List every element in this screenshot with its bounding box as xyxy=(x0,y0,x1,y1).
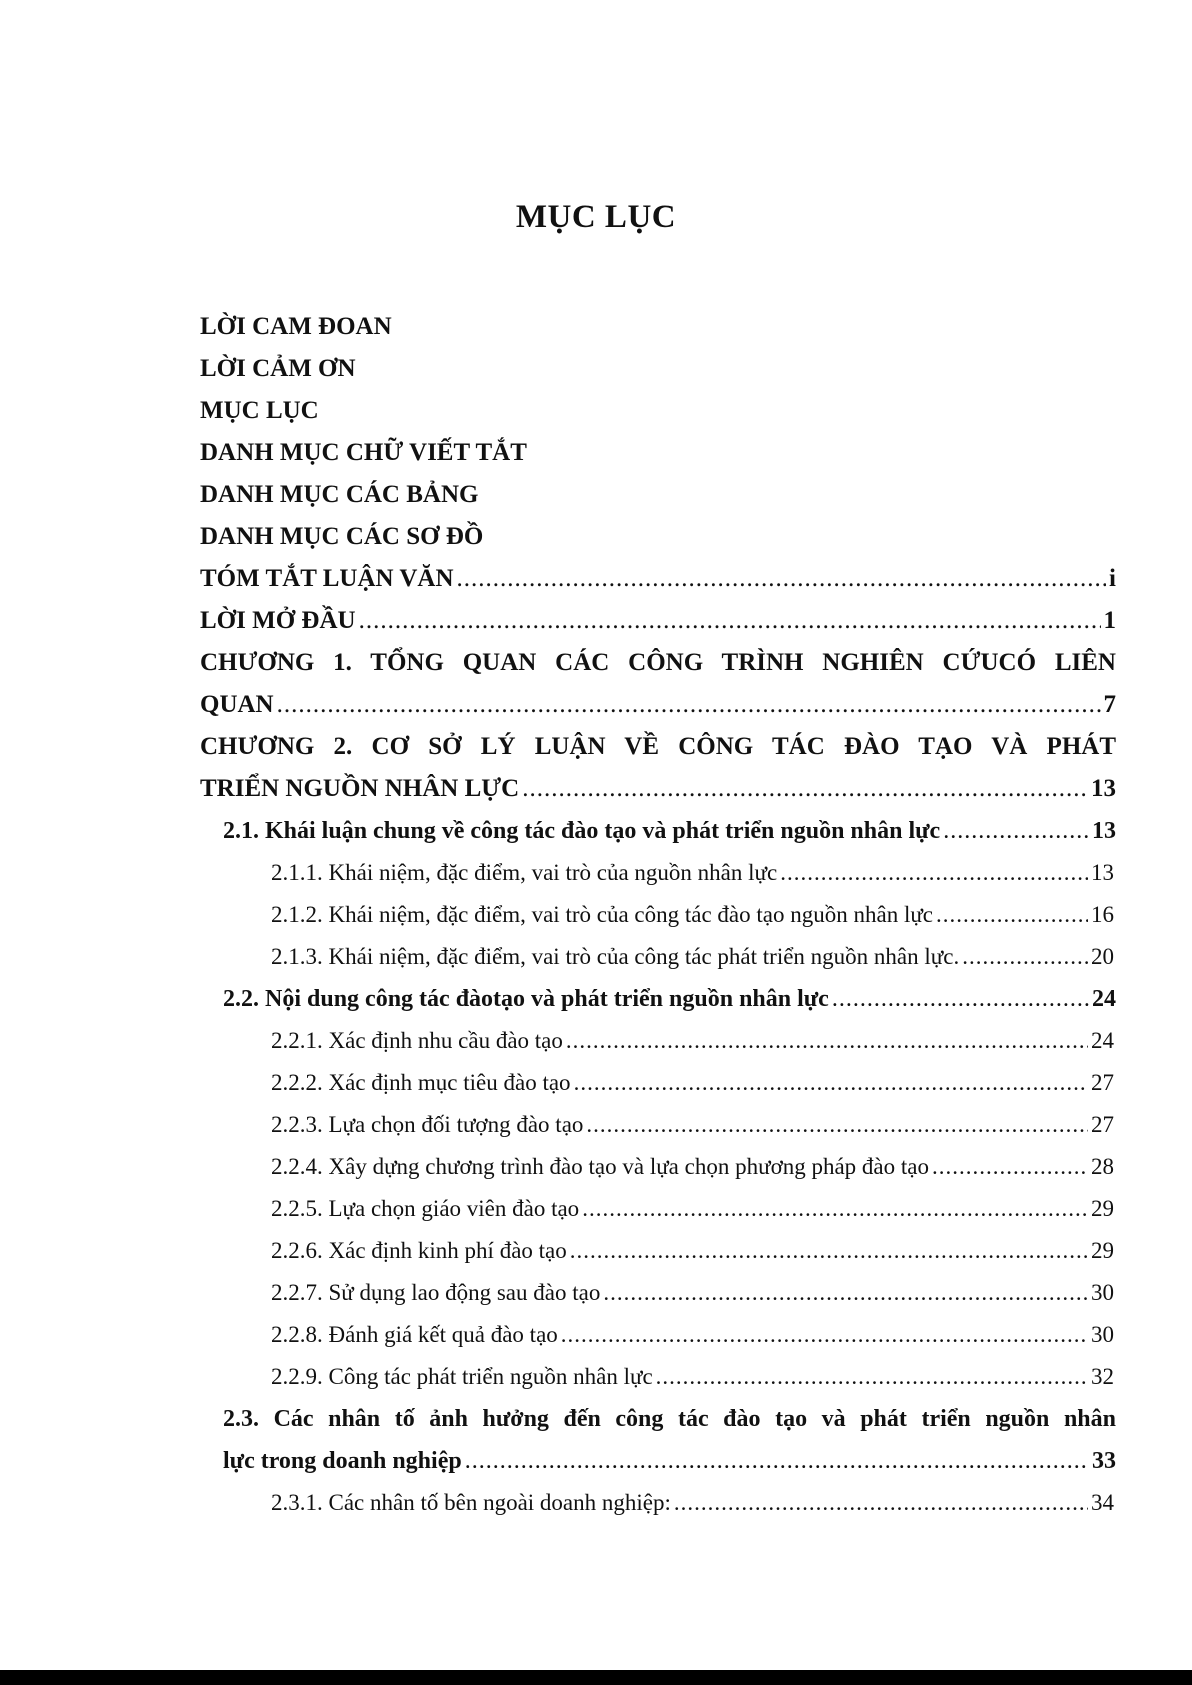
toc-entry-danh-muc-chu-viet-tat[interactable] xyxy=(200,434,1116,472)
toc-entry-page: 13 xyxy=(1091,860,1114,885)
toc-entry-label: lực trong doanh nghiệp xyxy=(223,1448,462,1474)
toc-entry-page: 29 xyxy=(1091,1238,1114,1263)
toc-leader-dots xyxy=(582,1190,1088,1228)
toc-entry-page: 28 xyxy=(1091,1154,1114,1179)
toc-entry-page: 1 xyxy=(1103,607,1116,634)
toc-leader-dots xyxy=(674,1484,1088,1522)
toc-entry-label: CHƯƠNG 1. TỔNG QUAN CÁC CÔNG TRÌNH NGHIÊN CỨUCÓ LIÊN xyxy=(200,649,1116,676)
toc-entry-label: 2.2. Nội dung công tác đàotạo và phát triển nguồn nhân lực xyxy=(223,986,829,1012)
toc-entry-label: TRIỂN NGUỒN NHÂN LỰC xyxy=(200,775,520,802)
toc-leader-dots xyxy=(277,686,1101,724)
toc-entry-page: 30 xyxy=(1091,1322,1114,1347)
toc-subsection-2-2-8[interactable] xyxy=(271,1316,1114,1354)
toc-entry-label: 2.2.7. Sử dụng lao động sau đào tạo xyxy=(271,1280,601,1305)
toc-leader-dots xyxy=(457,560,1107,598)
toc-entry-danh-muc-cac-bang[interactable] xyxy=(200,476,1116,514)
toc-entry-label: LỜI CAM ĐOAN xyxy=(200,313,392,340)
toc-chapter-1-line-1[interactable] xyxy=(200,644,1116,682)
toc-entry-page: 7 xyxy=(1103,691,1116,718)
toc-chapter-2-line-2[interactable] xyxy=(200,770,1116,808)
toc-entry-label: 2.2.4. Xây dựng chương trình đào tạo và lựa chọn phương pháp đào tạo xyxy=(271,1154,929,1179)
toc-entry-page: 27 xyxy=(1091,1112,1114,1137)
page-title: MỤC LỤC xyxy=(515,199,677,235)
toc-section-2-3-line-2[interactable] xyxy=(223,1442,1116,1480)
toc-entry-page: 33 xyxy=(1092,1448,1116,1474)
toc-entry-loi-cam-on[interactable] xyxy=(200,350,1116,388)
toc-entry-page: 34 xyxy=(1091,1490,1114,1515)
toc-entry-danh-muc-cac-so-do[interactable] xyxy=(200,518,1116,556)
toc-leader-dots xyxy=(780,854,1088,892)
toc-entry-page: 20 xyxy=(1091,944,1114,969)
toc-subsection-2-1-3[interactable] xyxy=(271,938,1114,976)
toc-leader-dots xyxy=(962,938,1088,976)
toc-entry-label: MỤC LỤC xyxy=(200,397,319,424)
toc-entry-label: LỜI CẢM ƠN xyxy=(200,355,356,382)
toc-leader-dots xyxy=(586,1106,1088,1144)
toc-entry-label: 2.2.3. Lựa chọn đối tượng đào tạo xyxy=(271,1112,584,1137)
toc-entry-label: 2.3.1. Các nhân tố bên ngoài doanh nghiệp: xyxy=(271,1490,671,1515)
toc-entry-tom-tat-luan-van[interactable] xyxy=(200,560,1116,598)
toc-subsection-2-2-1[interactable] xyxy=(271,1022,1114,1060)
toc-subsection-2-2-2[interactable] xyxy=(271,1064,1114,1102)
toc-entry-label: 2.2.6. Xác định kinh phí đào tạo xyxy=(271,1238,567,1263)
toc-entry-page: 16 xyxy=(1091,902,1114,927)
toc-leader-dots xyxy=(570,1232,1088,1270)
toc-leader-dots xyxy=(943,812,1089,850)
toc-section-2-3-line-1[interactable] xyxy=(223,1400,1116,1438)
toc-entry-page: 32 xyxy=(1091,1364,1114,1389)
toc-subsection-2-2-4[interactable] xyxy=(271,1148,1114,1186)
toc-subsection-2-2-6[interactable] xyxy=(271,1232,1114,1270)
toc-entry-page: 27 xyxy=(1091,1070,1114,1095)
toc-chapter-1-line-2[interactable] xyxy=(200,686,1116,724)
toc-section-2-2[interactable] xyxy=(223,980,1116,1018)
toc-leader-dots xyxy=(932,1148,1088,1186)
toc-leader-dots xyxy=(832,980,1089,1018)
toc-entry-page: 24 xyxy=(1091,1028,1114,1053)
toc-subsection-2-1-1[interactable] xyxy=(271,854,1114,892)
toc-entry-page: 24 xyxy=(1092,986,1116,1012)
toc-leader-dots xyxy=(359,602,1101,640)
toc-entry-page: 13 xyxy=(1092,818,1116,844)
toc-entry-label: 2.1.2. Khái niệm, đặc điểm, vai trò của công tác đào tạo nguồn nhân lực xyxy=(271,902,934,927)
toc-entry-label: DANH MỤC CÁC SƠ ĐỒ xyxy=(200,523,484,550)
toc-entry-loi-cam-doan[interactable] xyxy=(200,308,1116,346)
toc-entry-label: 2.1.1. Khái niệm, đặc điểm, vai trò của nguồn nhân lực xyxy=(271,860,778,885)
toc-entry-page: i xyxy=(1109,565,1116,592)
toc-entry-label: 2.2.8. Đánh giá kết quả đào tạo xyxy=(271,1322,558,1347)
toc-entry-label: 2.1.3. Khái niệm, đặc điểm, vai trò của công tác phát triển nguồn nhân lực. xyxy=(271,944,960,969)
toc-entry-page: 13 xyxy=(1091,775,1116,802)
toc-entry-label: DANH MỤC CHỮ VIẾT TẮT xyxy=(200,439,527,466)
toc-entry-label: DANH MỤC CÁC BẢNG xyxy=(200,481,479,508)
toc-subsection-2-2-7[interactable] xyxy=(271,1274,1114,1312)
toc-subsection-2-2-5[interactable] xyxy=(271,1190,1114,1228)
toc-subsection-2-2-3[interactable] xyxy=(271,1106,1114,1144)
toc-subsection-2-1-2[interactable] xyxy=(271,896,1114,934)
toc-leader-dots xyxy=(603,1274,1088,1312)
toc-leader-dots xyxy=(566,1022,1088,1060)
toc-entry-label: QUAN xyxy=(200,691,274,718)
toc-subsection-2-3-1[interactable] xyxy=(271,1484,1114,1522)
toc-entry-label: 2.3. Các nhân tố ảnh hưởng đến công tác đào tạo và phát triển nguồn nhân xyxy=(223,1406,1116,1432)
toc-entry-loi-mo-dau[interactable] xyxy=(200,602,1116,640)
toc-entry-label: 2.2.9. Công tác phát triển nguồn nhân lực xyxy=(271,1364,653,1389)
toc-leader-dots xyxy=(561,1316,1088,1354)
toc-entry-label: 2.1. Khái luận chung về công tác đào tạo và phát triển nguồn nhân lực xyxy=(223,818,941,844)
toc-entry-label: 2.2.5. Lựa chọn giáo viên đào tạo xyxy=(271,1196,580,1221)
toc-entry-label: TÓM TẮT LUẬN VĂN xyxy=(200,565,454,592)
toc-leader-dots xyxy=(574,1064,1088,1102)
toc-leader-dots xyxy=(522,770,1088,808)
toc-entry-label: 2.2.2. Xác định mục tiêu đào tạo xyxy=(271,1070,571,1095)
toc-section-2-1[interactable] xyxy=(223,812,1116,850)
toc-entry-label: CHƯƠNG 2. CƠ SỞ LÝ LUẬN VỀ CÔNG TÁC ĐÀO TẠO VÀ PHÁT xyxy=(200,733,1116,760)
toc-leader-dots xyxy=(936,896,1088,934)
toc-chapter-2-line-1[interactable] xyxy=(200,728,1116,766)
toc-entry-page: 29 xyxy=(1091,1196,1114,1221)
toc-subsection-2-2-9[interactable] xyxy=(271,1358,1114,1396)
toc-entry-label: 2.2.1. Xác định nhu cầu đào tạo xyxy=(271,1028,563,1053)
toc-leader-dots xyxy=(465,1442,1089,1480)
bottom-edge-bar xyxy=(0,1670,1192,1685)
toc-entry-muc-luc[interactable] xyxy=(200,392,1116,430)
toc-entry-page: 30 xyxy=(1091,1280,1114,1305)
toc-leader-dots xyxy=(656,1358,1088,1396)
toc-entry-label: LỜI MỞ ĐẦU xyxy=(200,607,356,634)
